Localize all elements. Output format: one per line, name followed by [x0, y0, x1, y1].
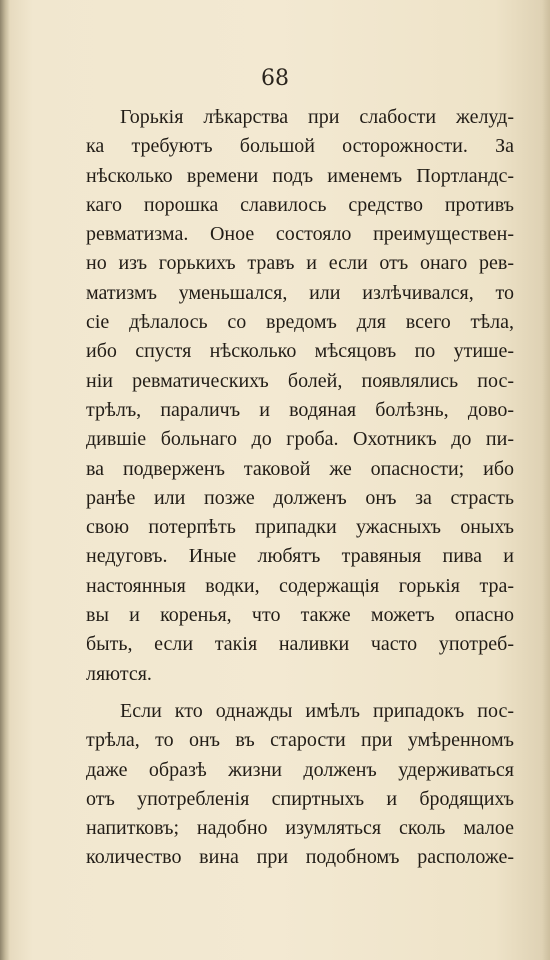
- text-line: количество вина при подобномъ расположе-: [86, 846, 514, 869]
- text-line: дившіе больнаго до гроба. Охотникъ до пи-: [86, 428, 514, 451]
- text-line: свою потерпѣть припадки ужасныхъ оныхъ: [86, 516, 514, 539]
- paragraph-gap: [86, 689, 514, 697]
- text-line: сіе дѣлалось со вредомъ для всего тѣла,: [86, 311, 514, 334]
- text-line: ревматизма. Оное состояло преимуществен-: [86, 223, 514, 246]
- page-edge-shadow: [542, 0, 550, 960]
- text-line: ва подверженъ таковой же опасности; ибо: [86, 457, 514, 480]
- page-binding-shadow: [0, 0, 10, 960]
- text-line: быть, если такія наливки часто употреб-: [86, 633, 514, 656]
- text-line: трѣлъ, параличъ и водяная болѣзнь, дово-: [86, 398, 514, 421]
- body-text: [86, 103, 514, 873]
- text-line: отъ употребленія спиртныхъ и бродящихъ: [86, 787, 514, 810]
- text-line: но изъ горькихъ травъ и если отъ онаго рев-: [86, 252, 514, 275]
- page-number: 68: [261, 66, 289, 91]
- text-line: ніи ревматическихъ болей, появлялись пос-: [86, 369, 514, 392]
- text-line: трѣла, то онъ въ старости при умѣренномъ: [86, 729, 514, 752]
- text-line: ранѣе или позже долженъ онъ за страсть: [86, 486, 514, 509]
- text-line: матизмъ уменьшался, или излѣчивался, то: [86, 281, 514, 304]
- text-line: настоянныя водки, содержащія горькія тра-: [86, 574, 514, 597]
- text-line: Если кто однажды имѣлъ припадокъ пос-: [120, 699, 514, 722]
- paragraph-1: [86, 103, 514, 689]
- paragraph-2: [86, 697, 514, 873]
- text-line: напитковъ; надобно изумляться сколь малое: [86, 817, 514, 840]
- text-line: каго порошка славилось средство противъ: [86, 193, 514, 216]
- text-line: нѣсколько времени подъ именемъ Портландс-: [86, 164, 514, 187]
- text-line: недуговъ. Иные любятъ травяныя пива и: [86, 545, 514, 568]
- text-line: ка требуютъ большой осторожности. За: [86, 135, 514, 158]
- text-line: ляются.: [86, 662, 152, 685]
- text-line: Горькія лѣкарства при слабости желуд-: [120, 106, 514, 128]
- text-line: вы и коренья, что также можетъ опасно: [86, 604, 514, 627]
- text-line: даже образѣ жизни долженъ удерживаться: [86, 758, 514, 781]
- text-line: ибо спустя нѣсколько мѣсяцовъ по утише-: [86, 340, 514, 363]
